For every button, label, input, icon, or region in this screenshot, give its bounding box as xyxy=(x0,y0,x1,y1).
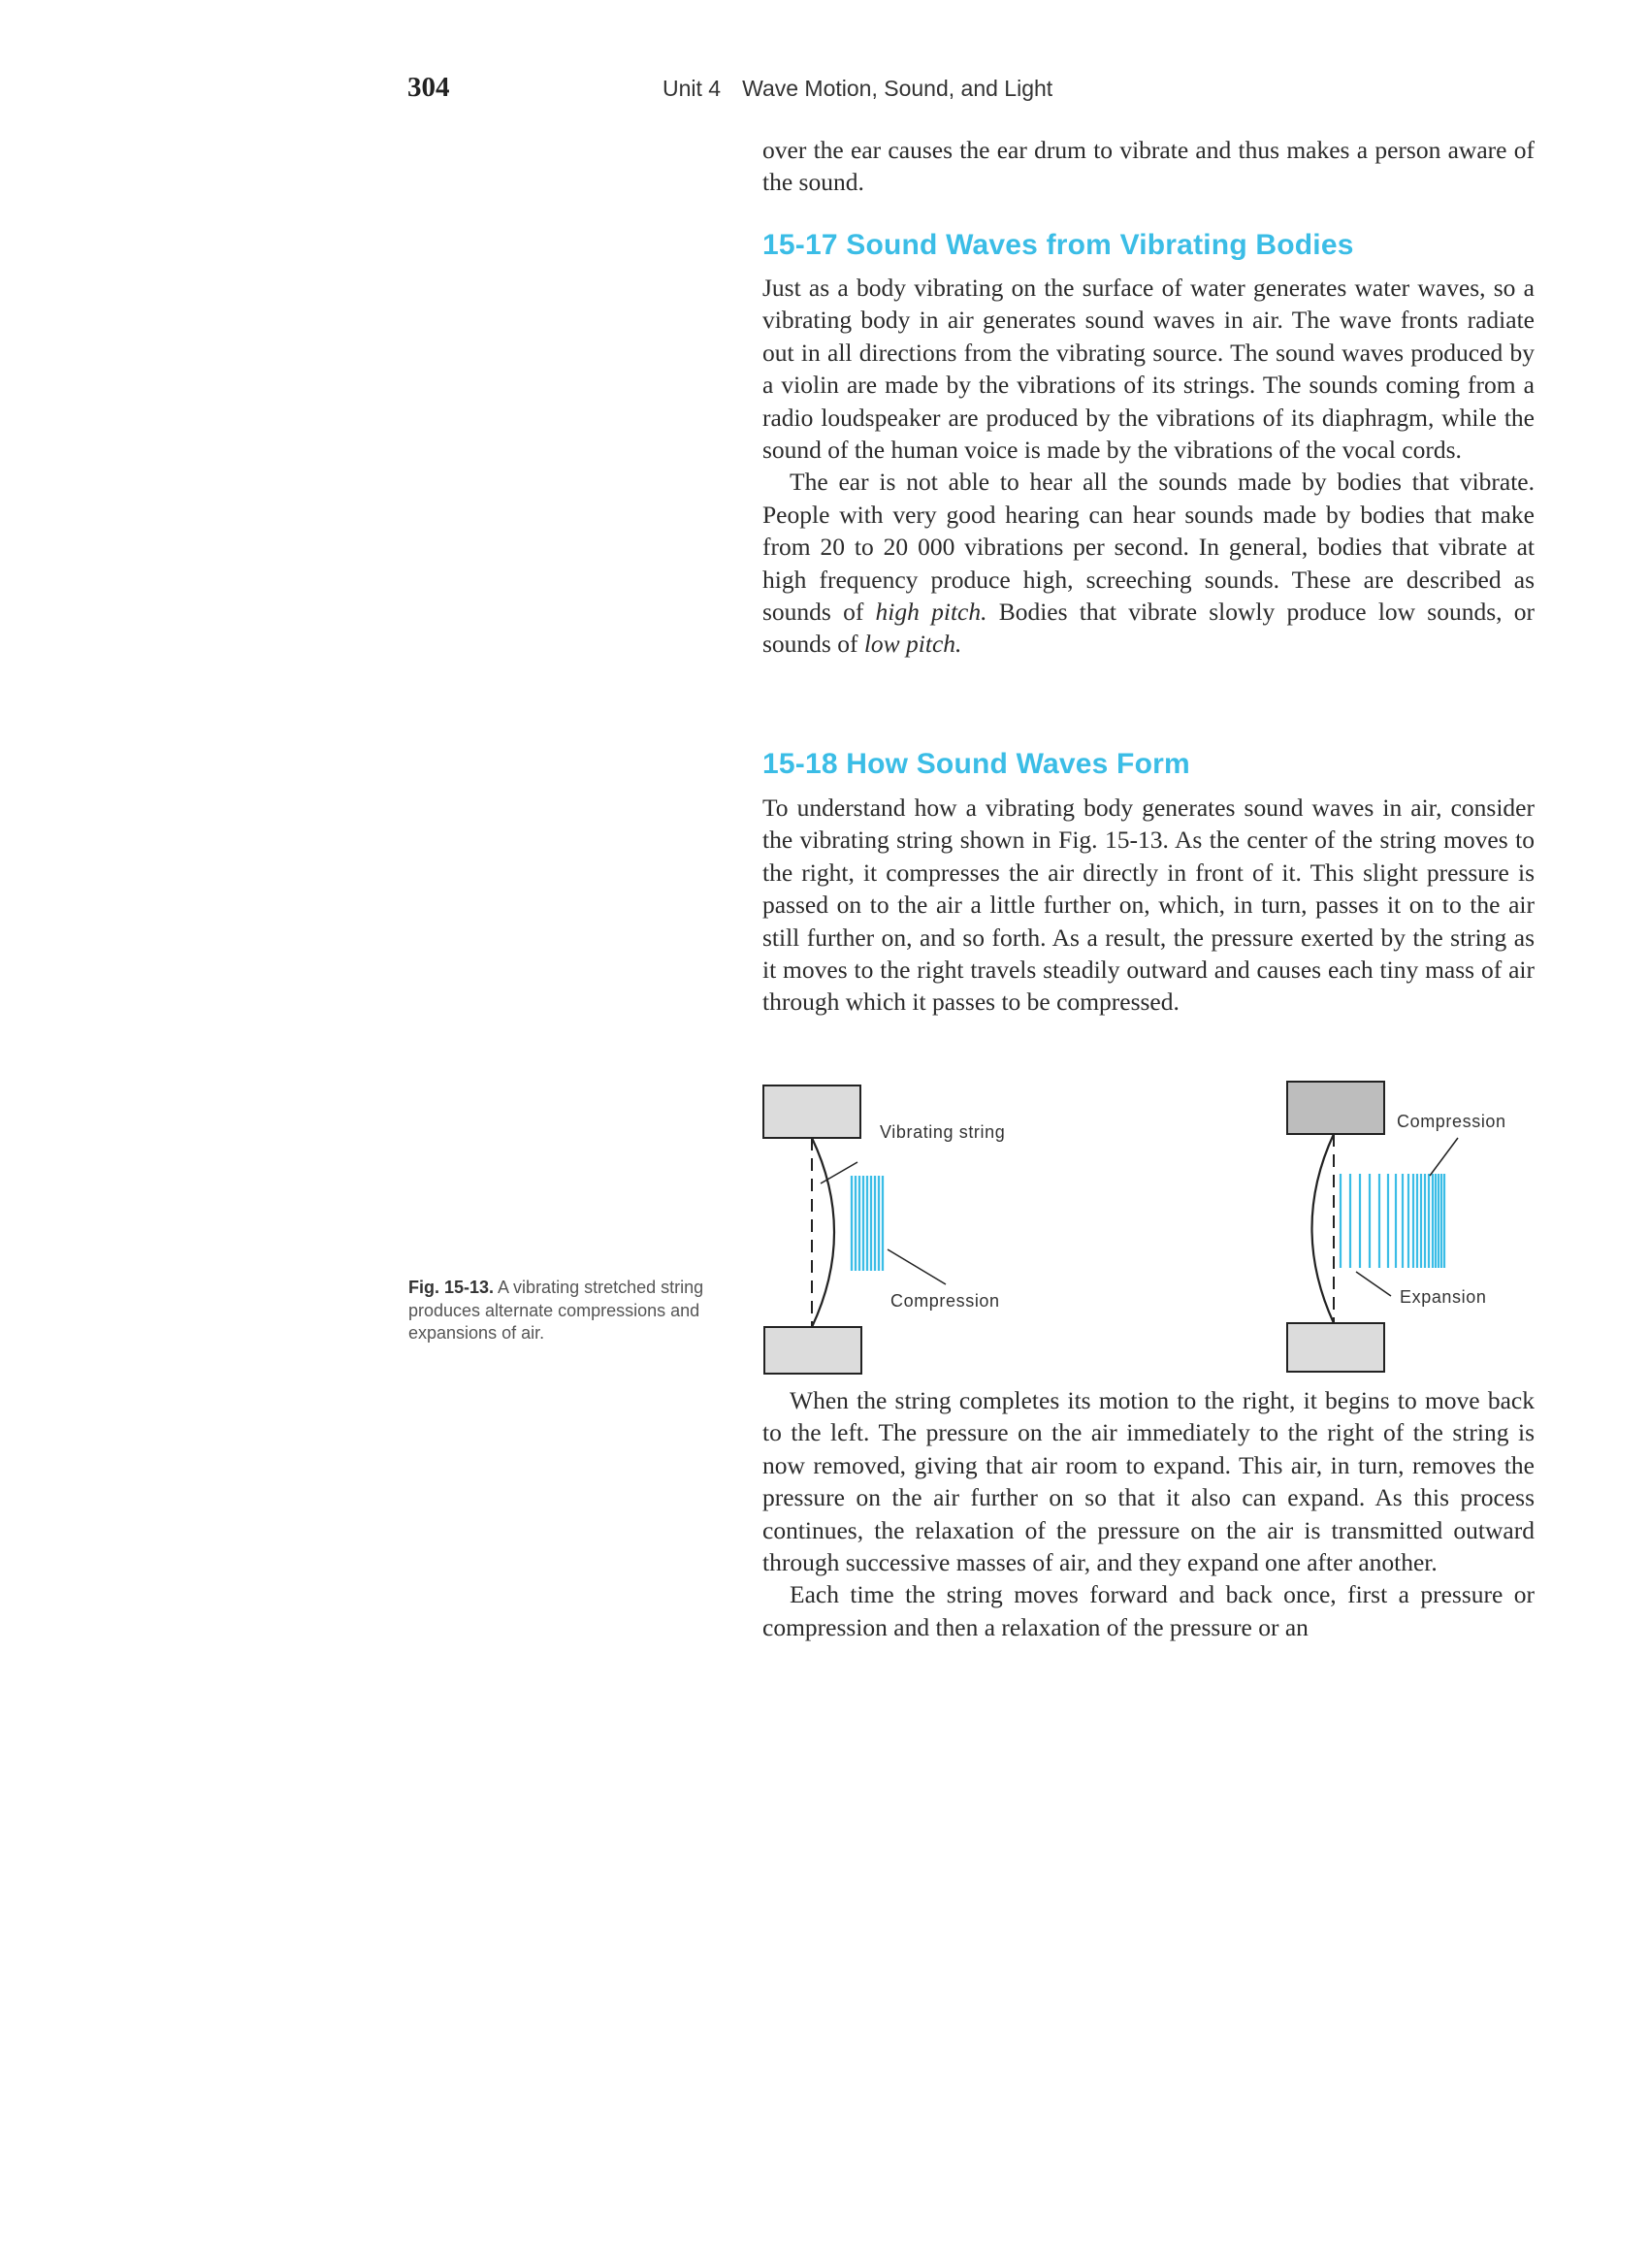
right-expansion-leader xyxy=(1356,1272,1391,1296)
right-vibrating-string xyxy=(1312,1134,1335,1323)
intro-block xyxy=(762,134,1535,199)
section-15-18-continued xyxy=(762,1384,1535,1643)
section-15-18 xyxy=(762,748,1535,781)
paragraph-vibrating-bodies: Just as a body vibrating on the surface of water generates water waves, so a vibrating body in air generates sound waves in air. The wave fronts radiate out in all directions from the vibrating source. The sound waves produced by a violin are made by the vibrations of its strings. The sounds coming from a radio loudspeaker are produced by the vibrations of its diaphragm, while the sound of the human voice is made by the vibrations of the vocal cords. xyxy=(762,274,1535,465)
paragraph-how-sound-forms: To understand how a vibrating body generates sound waves in air, consider the vibrating string shown in Fig. 15-13. As the center of the string moves to the right, it compresses the air directly in front of it. This slight pressure is passed on to the air a little further on, which, in turn, passes it on to the air still further on, and so forth. As a result, the pressure exerted by the string as it moves to the right travels steadily outward and causes each tiny mass of air through which it passes to be compressed. xyxy=(762,794,1535,1017)
left-top-block xyxy=(763,1085,860,1138)
right-top-block xyxy=(1287,1082,1384,1134)
figure-15-13 xyxy=(747,1067,1562,1387)
label-expansion: Expansion xyxy=(1400,1287,1487,1307)
left-bottom-block xyxy=(764,1327,861,1374)
left-vibrating-string xyxy=(812,1138,834,1327)
pitch-text-b: Bodies that vibrate slowly produce low sounds, or sounds of xyxy=(762,598,1535,659)
figure-label: Fig. 15-13. xyxy=(408,1278,495,1297)
right-wave-lines xyxy=(1341,1174,1444,1268)
section-15-18-body xyxy=(762,792,1535,1019)
left-compression-leader xyxy=(888,1249,946,1284)
page-number: 304 xyxy=(407,72,450,103)
label-left-compression: Compression xyxy=(890,1291,1000,1311)
label-vibrating-string: Vibrating string xyxy=(880,1122,1006,1142)
paragraph-each-time: Each time the string moves forward and back once, first a pressure or compression and then a relaxation of the pressure or an xyxy=(762,1580,1535,1641)
figure-caption-text: A vibrating stretched string produces alternate compressions and expansions of air. xyxy=(408,1278,704,1343)
section-15-17-body xyxy=(762,272,1535,661)
section-heading-15-18: 15-18 How Sound Waves Form xyxy=(762,748,1190,780)
running-head xyxy=(663,76,1052,102)
high-pitch-term: high pitch. xyxy=(875,598,987,627)
label-right-compression: Compression xyxy=(1397,1112,1506,1131)
figure-diagram xyxy=(747,1067,1562,1387)
figure-caption xyxy=(408,1277,717,1345)
low-pitch-term: low pitch. xyxy=(863,630,962,659)
intro-paragraph: over the ear causes the ear drum to vibrate and thus makes a person aware of the sound. xyxy=(762,136,1535,197)
left-compression-lines xyxy=(852,1176,883,1271)
right-bottom-block xyxy=(1287,1323,1384,1372)
running-head-unit: Unit 4 xyxy=(663,76,722,101)
section-heading-15-17: 15-17 Sound Waves from Vibrating Bodies xyxy=(762,229,1354,261)
section-15-17 xyxy=(762,229,1535,262)
pitch-text-a: The ear is not able to hear all the sounds made by bodies that vibrate. People with very good hearing can hear sounds made by bodies that make from 20 to 20 000 vibrations per second. In general, bodies that vibrate at high frequency produce high, screeching sounds. These are described as sounds of xyxy=(762,468,1535,627)
right-compression-leader xyxy=(1430,1138,1458,1176)
paragraph-string-returns: When the string completes its motion to the right, it begins to move back to the left. The pressure on the air immediately to the right of the string is now removed, giving that air room to expand. This air, in turn, removes the pressure on the air further on so that it also can expand. As this process continues, the relaxation of the pressure on the air is transmitted outward through successive masses of air, and they expand one after another. xyxy=(762,1386,1535,1577)
running-head-title: Wave Motion, Sound, and Light xyxy=(742,76,1053,101)
paragraph-pitch xyxy=(762,466,1535,660)
